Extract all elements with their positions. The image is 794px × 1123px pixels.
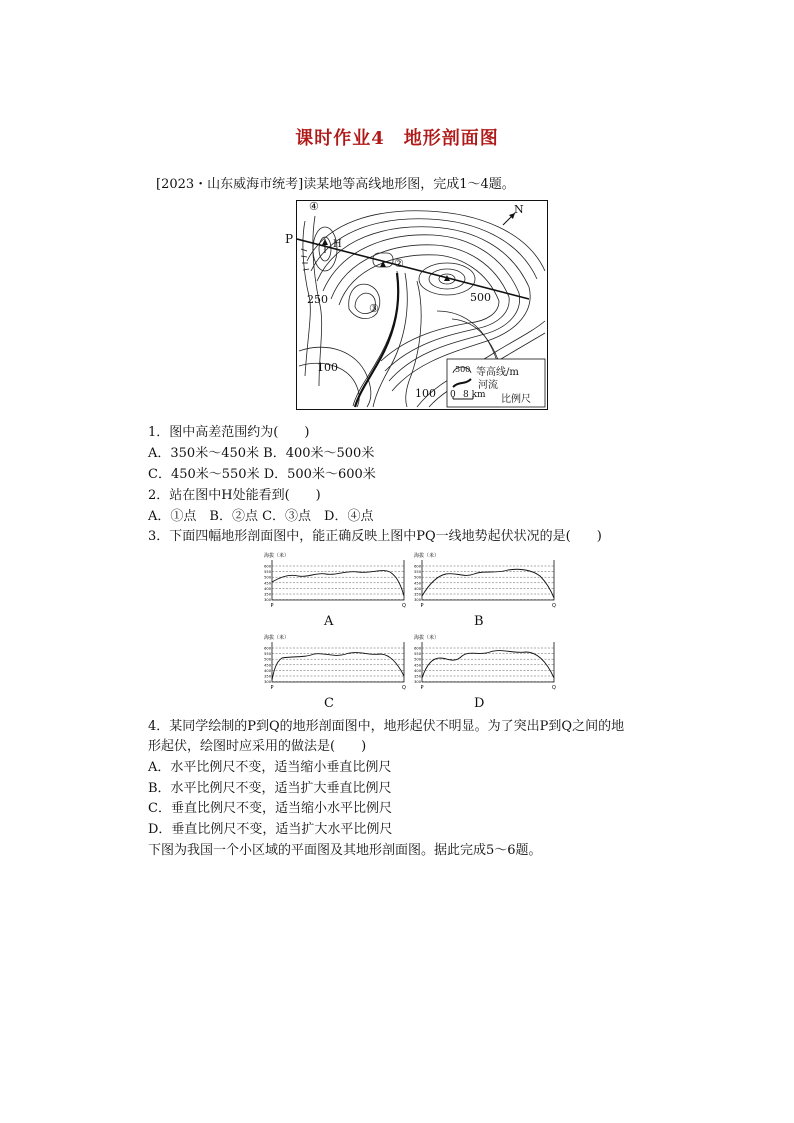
profile-diagram-d bbox=[412, 634, 562, 696]
profile-tick-label: 300 bbox=[264, 680, 271, 685]
profile-tick-label: 600 bbox=[414, 564, 421, 569]
profile-label-p: P bbox=[270, 685, 274, 691]
contour-label-500: 500 bbox=[470, 291, 491, 304]
profile-diagram-a bbox=[262, 552, 412, 614]
question-5-intro: 下图为我国一个小区域的平面图及其地形剖面图。据此完成5～6题。 bbox=[148, 843, 542, 858]
question-1-options-cd: C．450米～550米 D．500米～600米 bbox=[148, 467, 376, 482]
question-2: 2．站在图中H处能看到( ) bbox=[148, 488, 321, 503]
profile-tick-label: 450 bbox=[414, 581, 421, 586]
profile-terrain-line bbox=[422, 569, 554, 598]
profile-terrain-line bbox=[272, 571, 404, 596]
profile-tick-label: 550 bbox=[264, 570, 271, 575]
profile-option-letter: A bbox=[324, 614, 334, 629]
question-2-options: A．①点 B．②点 C．③点 D．④点 bbox=[148, 509, 374, 524]
profile-option-letter: D bbox=[474, 696, 485, 711]
question-4-line-2: 形起伏，绘图时应采用的做法是( ) bbox=[148, 739, 367, 754]
profile-tick-label: 400 bbox=[414, 668, 421, 673]
marker-4: ④ bbox=[309, 200, 319, 213]
profile-y-label: 海拔（米） bbox=[414, 553, 440, 559]
question-3: 3．下面四幅地形剖面图中，能正确反映上图中PQ一线地势起伏状况的是( ) bbox=[148, 529, 602, 544]
intro-text: [2023・山东威海市统考]读某地等高线地形图，完成1～4题。 bbox=[156, 177, 515, 192]
legend-scale-text: 比例尺 bbox=[501, 394, 531, 405]
profile-tick-label: 600 bbox=[264, 646, 271, 651]
profile-label-p: P bbox=[420, 685, 424, 691]
contour-label-100-left: 100 bbox=[317, 361, 338, 374]
label-h: H bbox=[333, 239, 342, 250]
profile-label-q: Q bbox=[552, 603, 556, 609]
profile-tick-label: 350 bbox=[414, 674, 421, 679]
profile-tick-label: 500 bbox=[264, 575, 271, 580]
legend-scale-eight: 8 km bbox=[463, 390, 486, 400]
contour-label-250: 250 bbox=[307, 293, 328, 306]
profile-tick-label: 400 bbox=[264, 586, 271, 591]
profile-y-label: 海拔（米） bbox=[414, 635, 440, 641]
marker-3: ③ bbox=[369, 302, 379, 315]
profile-tick-label: 550 bbox=[414, 652, 421, 657]
question-4-option-b: B．水平比例尺不变，适当扩大垂直比例尺 bbox=[148, 781, 392, 796]
profile-tick-label: 450 bbox=[264, 663, 271, 668]
profile-y-label: 海拔（米） bbox=[264, 635, 290, 641]
profile-terrain-line bbox=[422, 651, 554, 678]
question-4-option-c: C．垂直比例尺不变，适当缩小水平比例尺 bbox=[148, 801, 392, 816]
profile-tick-label: 300 bbox=[264, 598, 271, 603]
page-title: 课时作业4 地形剖面图 bbox=[295, 128, 499, 149]
profile-tick-label: 500 bbox=[264, 657, 271, 662]
question-4-line-1: 4．某同学绘制的P到Q的地形剖面图中，地形起伏不明显。为了突出P到Q之间的地 bbox=[148, 719, 625, 734]
profile-tick-label: 500 bbox=[414, 657, 421, 662]
profile-diagram-b bbox=[412, 552, 562, 614]
profile-label-q: Q bbox=[552, 685, 556, 691]
profile-label-p: P bbox=[420, 603, 424, 609]
profile-tick-label: 600 bbox=[264, 564, 271, 569]
profile-diagram-c bbox=[262, 634, 412, 696]
contour-map bbox=[296, 200, 548, 410]
profile-tick-label: 350 bbox=[414, 592, 421, 597]
profile-tick-label: 500 bbox=[414, 575, 421, 580]
question-1-options-ab: A．350米～450米 B．400米～500米 bbox=[148, 446, 375, 461]
profile-svg bbox=[412, 552, 562, 614]
profile-tick-label: 600 bbox=[414, 646, 421, 651]
profile-option-letter: C bbox=[324, 696, 334, 711]
label-p: P bbox=[285, 232, 294, 246]
legend-river-text: 河流 bbox=[478, 380, 498, 391]
legend-contour-text: 等高线/m bbox=[476, 367, 519, 378]
profile-svg bbox=[262, 634, 412, 696]
profile-tick-label: 400 bbox=[414, 586, 421, 591]
contour-label-100-bottom: 100 bbox=[415, 387, 436, 400]
profile-tick-label: 350 bbox=[264, 592, 271, 597]
profile-tick-label: 450 bbox=[414, 663, 421, 668]
question-4-option-a: A．水平比例尺不变，适当缩小垂直比例尺 bbox=[148, 760, 392, 775]
profile-label-q: Q bbox=[402, 603, 406, 609]
profile-svg bbox=[412, 634, 562, 696]
question-1: 1．图中高差范围约为( ) bbox=[148, 425, 310, 440]
legend-scale-zero: 0 bbox=[450, 390, 456, 400]
profile-tick-label: 400 bbox=[264, 668, 271, 673]
profile-label-q: Q bbox=[402, 685, 406, 691]
profile-tick-label: 550 bbox=[414, 570, 421, 575]
profile-tick-label: 300 bbox=[414, 598, 421, 603]
question-4-option-d: D．垂直比例尺不变，适当扩大水平比例尺 bbox=[148, 822, 393, 837]
profile-tick-label: 350 bbox=[264, 674, 271, 679]
profile-y-label: 海拔（米） bbox=[264, 553, 290, 559]
profile-svg bbox=[262, 552, 412, 614]
legend-contour-value: 500 bbox=[455, 365, 471, 374]
profile-tick-label: 550 bbox=[264, 652, 271, 657]
profile-tick-label: 450 bbox=[264, 581, 271, 586]
profile-label-p: P bbox=[270, 603, 274, 609]
profile-tick-label: 300 bbox=[414, 680, 421, 685]
profile-option-letter: B bbox=[474, 614, 484, 629]
label-north: N bbox=[514, 203, 524, 216]
marker-2: ② bbox=[394, 257, 404, 270]
